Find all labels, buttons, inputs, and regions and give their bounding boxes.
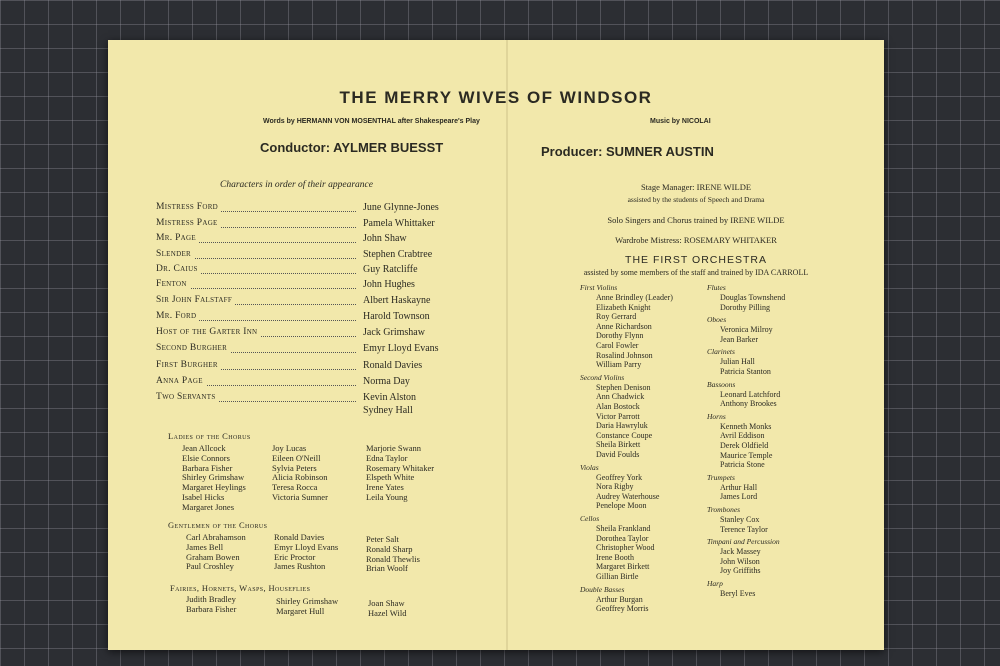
player-name: Anne Brindley (Leader) xyxy=(596,293,673,302)
chorus-member: Emyr Lloyd Evans xyxy=(274,541,339,552)
chorus-member: Joy Lucas xyxy=(272,443,307,453)
player-name: Avril Eddison xyxy=(720,431,765,441)
player-list xyxy=(596,383,652,460)
chorus-member: Carl Abrahamson xyxy=(186,532,246,542)
player-name: Arthur Burgan xyxy=(596,594,643,604)
section-heading: Horns xyxy=(707,411,726,421)
cast-role: Fenton xyxy=(156,279,190,289)
player-name: Stanley Cox xyxy=(720,515,760,524)
cast-role: Slender xyxy=(156,249,194,259)
ladies-heading: Ladies of the Chorus xyxy=(168,431,251,441)
section-heading: Double Basses xyxy=(580,584,625,594)
chorus-member: James Rushton xyxy=(274,561,326,572)
chorus-member: Shirley Grimshaw xyxy=(276,596,339,606)
player-name: Maurice Temple xyxy=(720,450,773,460)
chorus-member: Peter Salt xyxy=(366,534,399,544)
player-name: Carol Fowler xyxy=(596,340,639,350)
player-name: James Lord xyxy=(720,492,758,502)
chorus-member: Ronald Davies xyxy=(274,532,325,542)
cast-row xyxy=(156,249,456,263)
chorus-member: Margaret Heylings xyxy=(182,482,246,493)
chorus-member: Eric Proctor xyxy=(274,551,316,562)
chorus-member: Barbara Fisher xyxy=(186,603,237,614)
player-list xyxy=(720,483,757,502)
section-heading: Bassoons xyxy=(707,379,736,389)
player-name: Derek Oldfield xyxy=(720,440,769,450)
section-heading: Second Violins xyxy=(580,372,625,382)
player-list xyxy=(720,589,755,599)
page-fold xyxy=(506,40,508,650)
chorus-member: Irene Yates xyxy=(366,482,404,493)
chorus-member: Shirley Grimshaw xyxy=(182,472,245,483)
player-name: Joy Griffiths xyxy=(720,566,761,576)
cast-row xyxy=(156,311,456,325)
section-heading: Cellos xyxy=(580,514,600,523)
player-name: Roy Gerrard xyxy=(596,312,637,322)
characters-heading: Characters in order of their appearance xyxy=(220,180,373,190)
cast-role: Mr. Ford xyxy=(156,311,199,321)
cast-row xyxy=(156,295,456,309)
wardrobe: Wardrobe Mistress: ROSEMARY WHITAKER xyxy=(615,235,777,245)
fairies-heading: Fairies, Hornets, Wasps, Houseflies xyxy=(170,583,311,593)
cast-actor: Harold Townson xyxy=(363,311,430,322)
chorus-member: Eileen O'Neill xyxy=(272,452,321,463)
section-heading: First Violins xyxy=(580,283,618,292)
orchestra-assist: assisted by some members of the staff and trained by IDA CARROLL xyxy=(583,268,809,277)
cast-row xyxy=(156,218,456,232)
player-name: Arthur Hall xyxy=(720,482,758,492)
player-name: Patricia Stone xyxy=(720,460,765,470)
stage-assist: assisted by the students of Speech and Drama xyxy=(627,195,765,204)
player-name: Leonard Latchford xyxy=(720,389,781,399)
player-name: Dorothy Flynn xyxy=(596,331,644,341)
words-by: Words by HERMANN VON MOSENTHAL after Shakespeare's Play xyxy=(263,118,480,125)
chorus-member: Sylvia Peters xyxy=(272,462,317,473)
player-name: Anne Richardson xyxy=(596,321,652,331)
player-name: Veronica Milroy xyxy=(720,325,773,335)
player-list xyxy=(720,390,780,409)
cast-role: Mistress Page xyxy=(156,218,221,228)
cast-row xyxy=(156,376,456,390)
cast-role: Dr. Caius xyxy=(156,264,201,274)
chorus-member: Elspeth White xyxy=(366,472,415,483)
programme-title: THE MERRY WIVES OF WINDSOR xyxy=(339,88,653,107)
cast-role: Sir John Falstaff xyxy=(156,295,235,305)
fairies-col-2 xyxy=(276,597,338,617)
gentlemen-col-2 xyxy=(274,533,338,572)
player-name: Nora Rigby xyxy=(596,482,634,492)
chorus-member: Elsie Connors xyxy=(182,452,230,463)
chorus-member: Margaret Jones xyxy=(182,501,235,512)
player-list xyxy=(596,473,659,511)
player-list xyxy=(596,293,673,370)
cast-role: Two Servants xyxy=(156,392,219,402)
player-name: Kenneth Monks xyxy=(720,421,772,431)
player-name: Terence Taylor xyxy=(720,524,768,534)
player-name: Beryl Eves xyxy=(720,589,756,598)
ladies-col-3 xyxy=(366,444,434,503)
ladies-col-1 xyxy=(182,444,246,513)
player-name: Penelope Moon xyxy=(596,501,647,511)
player-list xyxy=(596,595,649,614)
cast-actor: June Glynne-Jones xyxy=(363,202,439,213)
cast-role: Anna Page xyxy=(156,376,206,386)
cast-role: Second Burgher xyxy=(156,343,230,353)
cast-row xyxy=(156,279,456,293)
fairies-col-3 xyxy=(368,599,406,619)
chorus-member: Ronald Sharp xyxy=(366,543,413,554)
cast-row xyxy=(156,327,456,341)
player-name: Audrey Waterhouse xyxy=(596,491,660,501)
player-name: Geoffrey York xyxy=(596,472,643,482)
player-name: Sheila Birkett xyxy=(596,440,641,450)
chorus-member: Judith Bradley xyxy=(186,594,236,604)
chorus-member: Graham Bowen xyxy=(186,551,240,562)
chorus-member: Victoria Sumner xyxy=(272,491,328,502)
cast-actor: Stephen Crabtree xyxy=(363,249,433,260)
cast-actor: John Shaw xyxy=(363,233,407,244)
player-name: Jean Barker xyxy=(720,334,758,344)
cast-actor: Sydney Hall xyxy=(363,405,413,416)
music-by: Music by NICOLAI xyxy=(650,118,711,125)
player-name: Julian Hall xyxy=(720,357,755,367)
player-name: Ann Chadwick xyxy=(596,392,645,402)
cast-row xyxy=(156,233,456,247)
player-list xyxy=(720,357,771,376)
cast-actor: Ronald Davies xyxy=(363,360,423,371)
conductor: Conductor: AYLMER BUESST xyxy=(260,140,444,155)
chorus-member: Jean Allcock xyxy=(182,443,226,453)
cast-actor: John Hughes xyxy=(363,279,415,290)
stage-manager: Stage Manager: IRENE WILDE xyxy=(640,182,752,192)
chorus-member: Marjorie Swann xyxy=(366,443,422,453)
section-heading: Timpani and Percussion xyxy=(707,537,780,547)
orchestra-title: THE FIRST ORCHESTRA xyxy=(625,254,767,266)
cast-actor: Norma Day xyxy=(363,376,410,387)
chorus-member: Alicia Robinson xyxy=(272,472,328,483)
section-heading: Oboes xyxy=(707,315,727,325)
chorus-member: Hazel Wild xyxy=(368,607,407,618)
player-name: Jack Massey xyxy=(720,547,761,557)
gentlemen-col-3 xyxy=(366,535,420,574)
cast-row xyxy=(156,264,456,278)
player-name: Gillian Birtle xyxy=(596,571,639,581)
section-heading: Harp xyxy=(707,579,723,588)
cast-row xyxy=(156,343,456,357)
player-list xyxy=(720,325,773,344)
player-list xyxy=(720,547,761,576)
cast-actor: Emyr Lloyd Evans xyxy=(363,343,439,354)
player-list xyxy=(720,293,785,312)
player-name: Daria Hawryluk xyxy=(596,421,648,431)
chorus-member: Rosemary Whitaker xyxy=(366,462,435,473)
player-name: Dorothy Pilling xyxy=(720,302,771,312)
player-name: Alan Bostock xyxy=(596,401,640,411)
chorus-member: Teresa Rocca xyxy=(272,482,318,493)
chorus-member: Edna Taylor xyxy=(366,452,408,463)
player-name: Stephen Denison xyxy=(596,382,651,392)
player-name: Elizabeth Knight xyxy=(596,302,651,312)
ladies-col-2 xyxy=(272,444,328,503)
player-name: Victor Parrott xyxy=(596,411,640,421)
chorus-member: Joan Shaw xyxy=(368,598,405,608)
player-name: John Wilson xyxy=(720,556,760,566)
section-heading: Trombones xyxy=(707,505,741,514)
player-name: Geoffrey Morris xyxy=(596,604,649,614)
player-name: Dorothea Taylor xyxy=(596,533,649,543)
cast-role: First Burgher xyxy=(156,360,221,370)
chorus-member: Barbara Fisher xyxy=(182,462,233,473)
solo-singers: Solo Singers and Chorus trained by IRENE WILDE xyxy=(607,215,785,225)
player-name: Rosalind Johnson xyxy=(596,350,653,360)
section-heading: Trumpets xyxy=(707,472,735,482)
cast-actor: Jack Grimshaw xyxy=(363,327,425,338)
player-name: Patricia Stanton xyxy=(720,366,771,376)
cast-row xyxy=(156,392,456,416)
cast-row xyxy=(156,202,456,216)
cast-row xyxy=(156,360,456,374)
gentlemen-col-1 xyxy=(186,533,246,572)
chorus-member: Leila Young xyxy=(366,491,408,502)
player-name: Margaret Birkett xyxy=(596,562,650,572)
cast-actor: Guy Ratcliffe xyxy=(363,264,418,275)
section-heading: Flutes xyxy=(707,283,726,292)
player-name: Irene Booth xyxy=(596,552,634,562)
player-list xyxy=(720,422,772,470)
cast-actor: Albert Haskayne xyxy=(363,295,431,306)
player-name: William Parry xyxy=(596,360,642,370)
chorus-member: Ronald Thewlis xyxy=(366,553,420,564)
cast-actor: Pamela Whittaker xyxy=(363,218,435,229)
cast-role: Host of the Garter Inn xyxy=(156,327,260,337)
chorus-member: Margaret Hull xyxy=(276,605,325,616)
player-name: Anthony Brookes xyxy=(720,399,777,409)
cast-role: Mr. Page xyxy=(156,233,199,243)
fairies-col-1 xyxy=(186,595,236,615)
producer: Producer: SUMNER AUSTIN xyxy=(541,144,714,159)
programme-sheet xyxy=(108,40,884,650)
chorus-member: Isabel Hicks xyxy=(182,491,225,502)
section-heading: Clarinets xyxy=(707,347,735,357)
cast-role: Mistress Ford xyxy=(156,202,221,212)
player-list xyxy=(596,524,655,582)
player-name: Sheila Frankland xyxy=(596,524,651,533)
chorus-member: Paul Croshley xyxy=(186,561,234,572)
section-heading: Violas xyxy=(580,462,599,472)
player-name: David Foulds xyxy=(596,449,640,459)
cast-actor: Kevin Alston xyxy=(363,392,417,403)
player-name: Christopher Wood xyxy=(596,543,655,553)
chorus-member: Brian Woolf xyxy=(366,563,408,574)
gentlemen-heading: Gentlemen of the Chorus xyxy=(168,520,268,530)
chorus-member: James Bell xyxy=(186,541,224,552)
player-list xyxy=(720,515,768,534)
player-name: Constance Coupe xyxy=(596,430,653,440)
player-name: Douglas Townshend xyxy=(720,293,786,302)
